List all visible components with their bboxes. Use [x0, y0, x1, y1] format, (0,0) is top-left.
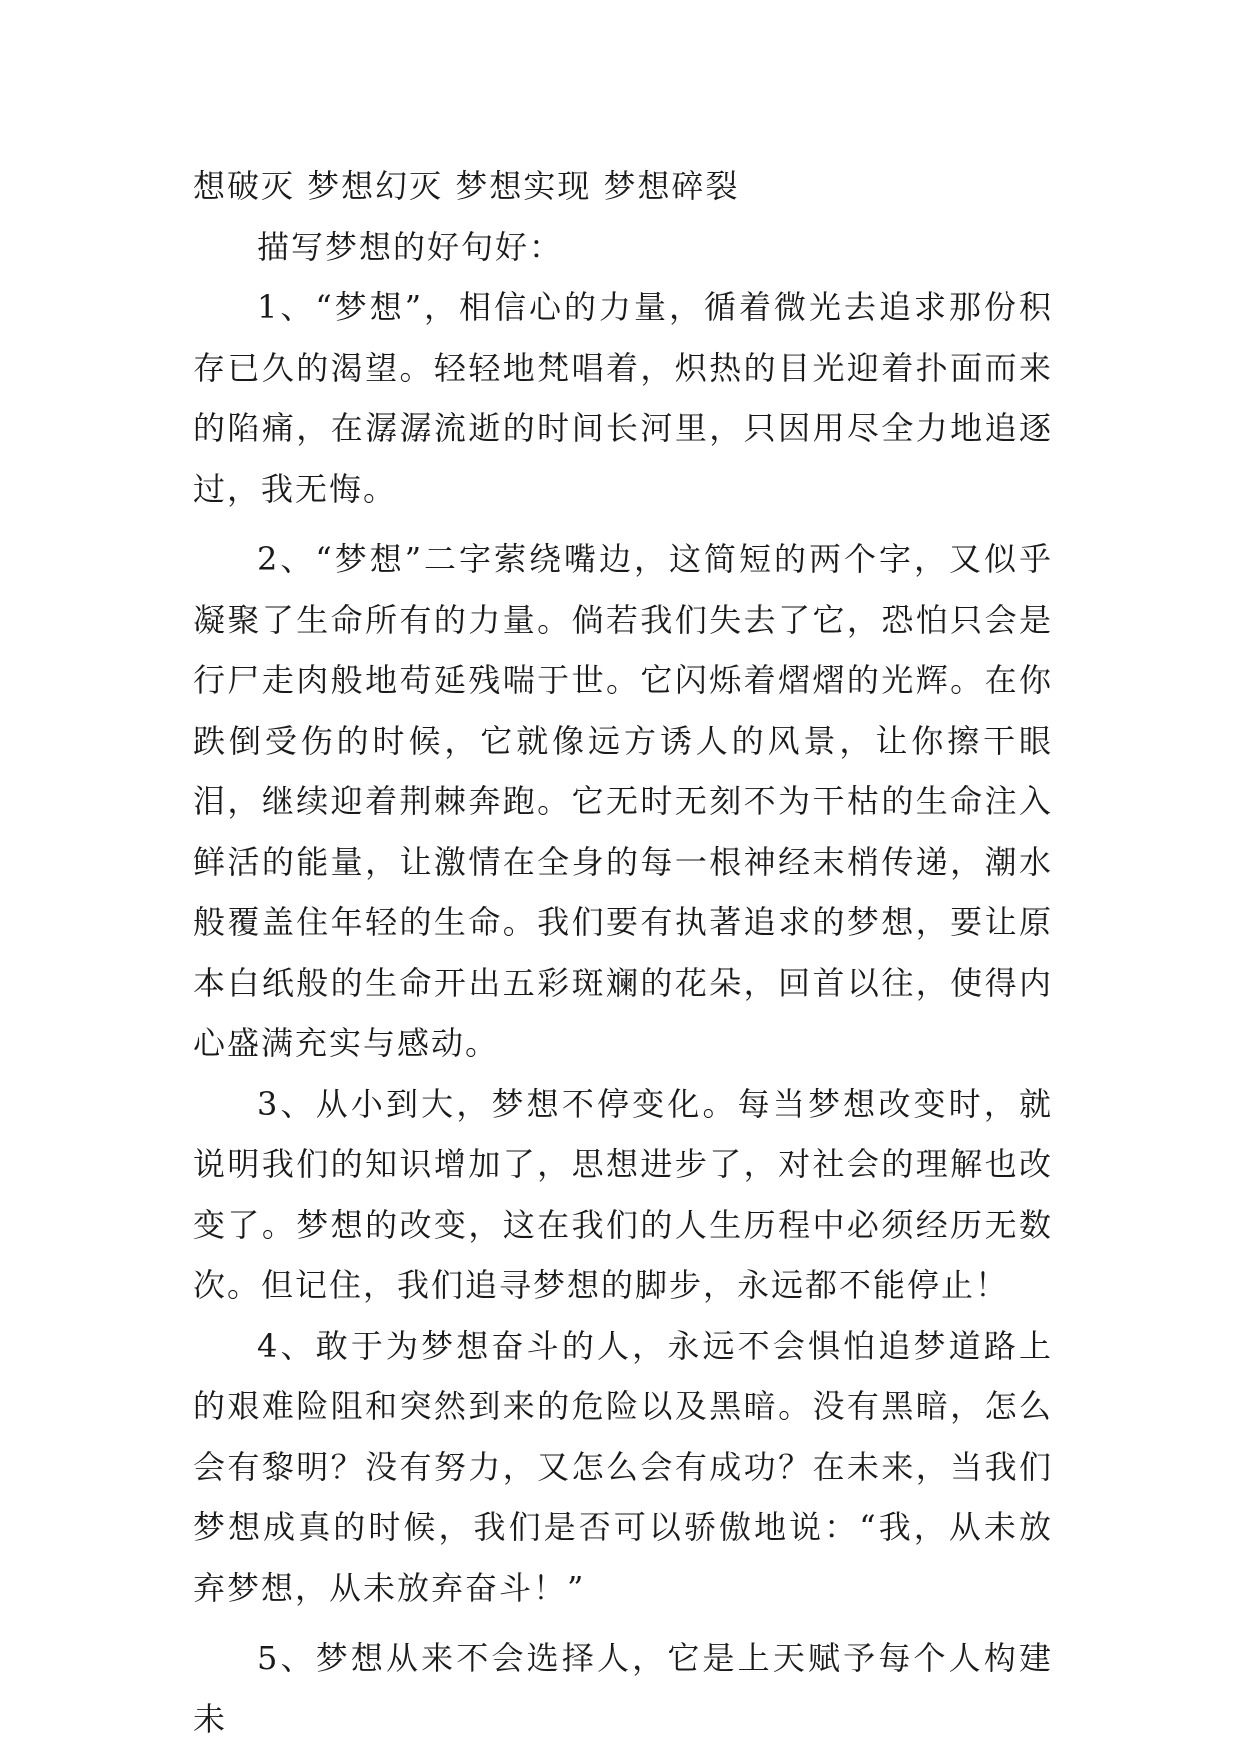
paragraph-4: 4、敢于为梦想奋斗的人，永远不会惧怕追梦道路上的艰难险阻和突然到来的危险以及黑暗。没有黑暗，怎么会有黎明？没有努力，又怎么会有成功？在未来，当我们梦想成真的时候，我们是否可以骄傲地说：“我，从未放弃梦想，从未放弃奋斗！”	[193, 1326, 1053, 1607]
paragraph-2: 2、“梦想”二字萦绕嘴边，这简短的两个字，又似乎凝聚了生命所有的力量。倘若我们失去了它，恐怕只会是行尸走肉般地苟延残喘于世。它闪烁着熠熠的光辉。在你跌倒受伤的时候，它就像远方诱人的风景，让你擦干眼泪，继续迎着荆棘奔跑。它无时无刻不为干枯的生命注入鲜活的能量，让激情在全身的每一根神经末梢传递，潮水般覆盖住年轻的生命。我们要有执著追求的梦想，要让原本白纸般的生命开出五彩斑斓的花朵，回首以往，使得内心盛满充实与感动。	[193, 540, 1053, 1062]
section-heading: 描写梦想的好句好：	[257, 227, 564, 266]
paragraph-5: 5、梦想从来不会选择人，它是上天赋予每个人构建未	[193, 1639, 1053, 1738]
paragraph-1: 1、“梦想”，相信心的力量，循着微光去追求那份积存已久的渴望。轻轻地梵唱着，炽热的目光迎着扑面而来的陷痛，在潺潺流逝的时间长河里，只因用尽全力地追逐过，我无悔。	[193, 288, 1053, 508]
document-body	[193, 156, 1053, 1749]
paragraph-3: 3、从小到大，梦想不停变化。每当梦想改变时，就说明我们的知识增加了，思想进步了，对社会的理解也改变了。梦想的改变，这在我们的人生历程中必须经历无数次。但记住，我们追寻梦想的脚步，永远都不能停止！	[193, 1084, 1053, 1304]
lead-line: 想破灭 梦想幻灭 梦想实现 梦想碎裂	[193, 167, 740, 205]
